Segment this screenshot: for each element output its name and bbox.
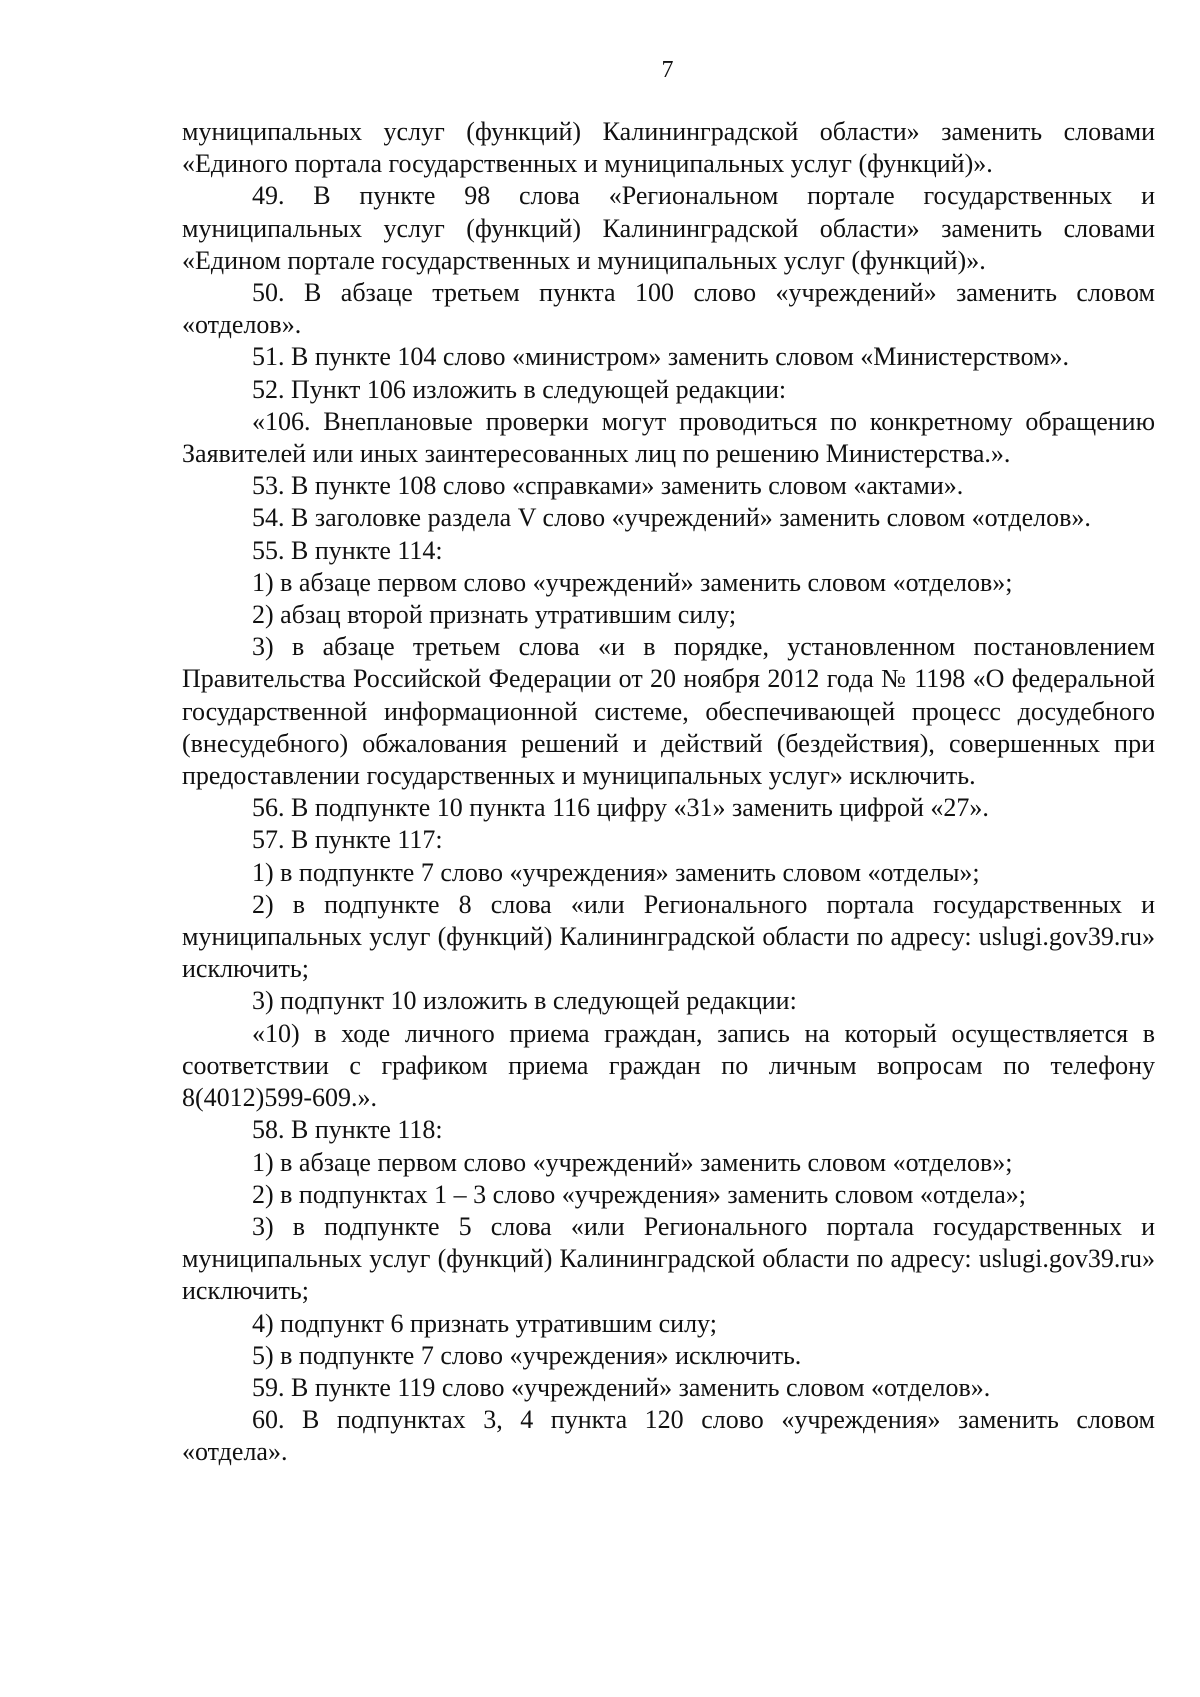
paragraph-item-60: 60. В подпунктах 3, 4 пункта 120 слово «учреждения» заменить словом «отдела». xyxy=(182,1405,1155,1467)
paragraph-item-57-2: 2) в подпункте 8 слова «или Регионального портала государственных и муниципальных услуг (функций) Калининградской области по адресу: uslugi.gov39.ru» исключить; xyxy=(182,889,1155,984)
paragraph-item-52: 52. Пункт 106 изложить в следующей редакции: xyxy=(252,374,787,404)
paragraph-item-58-2: 2) в подпунктах 1 – 3 слово «учреждения» заменить словом «отдела»; xyxy=(252,1179,1027,1209)
page-number: 7 xyxy=(661,57,674,83)
paragraph-item-54: 54. В заголовке раздела V слово «учреждений» заменить словом «отделов». xyxy=(252,503,1091,533)
paragraph-item-50: 50. В абзаце третьем пункта 100 слово «учреждений» заменить словом «отделов». xyxy=(182,278,1155,340)
paragraph-item-52-quote: «106. Внеплановые проверки могут проводиться по конкретному обращению Заявителей или иных заинтересованных лиц по решению Министерства.». xyxy=(182,406,1155,469)
paragraph-continuation: муниципальных услуг (функций) Калининградской области» заменить словами «Единого портала государственных и муниципальных услуг (функций)». xyxy=(182,117,1155,179)
paragraph-item-56: 56. В подпункте 10 пункта 116 цифру «31» заменить цифрой «27». xyxy=(252,793,989,823)
paragraph-item-55-1: 1) в абзаце первом слово «учреждений» заменить словом «отделов»; xyxy=(252,567,1013,597)
document-body xyxy=(182,116,1155,1469)
paragraph-item-58-3: 3) в подпункте 5 слова «или Регионального портала государственных и муниципальных услуг (функций) Калининградской области по адресу: uslugi.gov39.ru» исключить; xyxy=(182,1211,1155,1306)
paragraph-item-59: 59. В пункте 119 слово «учреждений» заменить словом «отделов». xyxy=(252,1372,991,1402)
paragraph-item-57-1: 1) в подпункте 7 слово «учреждения» заменить словом «отделы»; xyxy=(252,857,980,887)
paragraph-item-53: 53. В пункте 108 слово «справками» заменить словом «актами». xyxy=(252,471,964,501)
paragraph-item-49: 49. В пункте 98 слова «Региональном портале государственных и муниципальных услуг (функций) Калининградской области» заменить словами «Едином портале государственных и муниципальных услуг (функций)». xyxy=(182,181,1155,275)
paragraph-item-51: 51. В пункте 104 слово «министром» заменить словом «Министерством». xyxy=(252,342,1070,372)
paragraph-item-55-3: 3) в абзаце третьем слова «и в порядке, установленном постановлением Правительства Российской Федерации от 20 ноября 2012 года № 1198 «О федеральной государственной информационной системе, обеспечивающей процесс досудебного (внесудебного) обжалования решений и действий (бездействия), совершенных при предоставлении государственных и муниципальных услуг» исключить. xyxy=(182,632,1155,791)
paragraph-item-55: 55. В пункте 114: xyxy=(252,535,443,565)
paragraph-item-57-3: 3) подпункт 10 изложить в следующей редакции: xyxy=(252,986,797,1016)
paragraph-item-57-3-quote: «10) в ходе личного приема граждан, запись на который осуществляется в соответствии с графиком приема граждан по личным вопросам по телефону 8(4012)599-609.». xyxy=(182,1018,1155,1113)
paragraph-item-58: 58. В пункте 118: xyxy=(252,1115,443,1145)
paragraph-item-55-2: 2) абзац второй признать утратившим силу; xyxy=(252,600,737,630)
paragraph-item-58-4: 4) подпункт 6 признать утратившим силу; xyxy=(252,1308,717,1338)
paragraph-item-57: 57. В пункте 117: xyxy=(252,825,443,855)
paragraph-item-58-1: 1) в абзаце первом слово «учреждений» заменить словом «отделов»; xyxy=(252,1147,1013,1177)
paragraph-item-58-5: 5) в подпункте 7 слово «учреждения» исключить. xyxy=(252,1340,802,1370)
